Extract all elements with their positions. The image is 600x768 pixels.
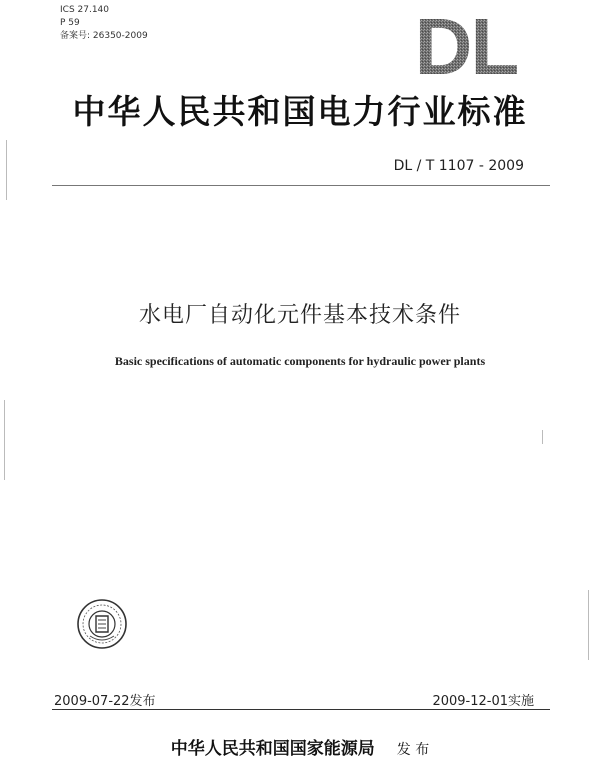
ccs-code: P 59 — [60, 18, 80, 28]
standard-title-chinese: 水电厂自动化元件基本技术条件 — [138, 303, 461, 328]
issue-date: 2009-07-22发布 — [54, 694, 156, 709]
classification-codes — [60, 4, 148, 43]
issuer-name: 中华人民共和国国家能源局 — [170, 739, 375, 759]
implementation-date: 2009-12-01实施 — [432, 694, 534, 709]
seal-icon — [76, 598, 128, 650]
header-divider — [52, 185, 550, 186]
issue-verb: 发 布 — [396, 742, 430, 758]
scan-mark — [542, 430, 543, 444]
issuing-authority-title: 中华人民共和国电力行业标准 — [72, 92, 528, 131]
scan-mark — [588, 590, 589, 660]
scan-mark — [4, 400, 5, 480]
footer-divider — [52, 709, 550, 710]
dl-logo — [396, 12, 536, 82]
ics-code: ICS 27.140 — [60, 5, 110, 15]
logo-text: DL — [414, 12, 518, 82]
standard-number: DL / T 1107 - 2009 — [393, 158, 524, 174]
standard-title-english: Basic specifications of automatic components for hydraulic power plants — [114, 354, 486, 368]
filing-number: 备案号: 26350-2009 — [60, 31, 148, 41]
issuer-line — [0, 734, 600, 759]
scan-mark — [6, 140, 7, 200]
